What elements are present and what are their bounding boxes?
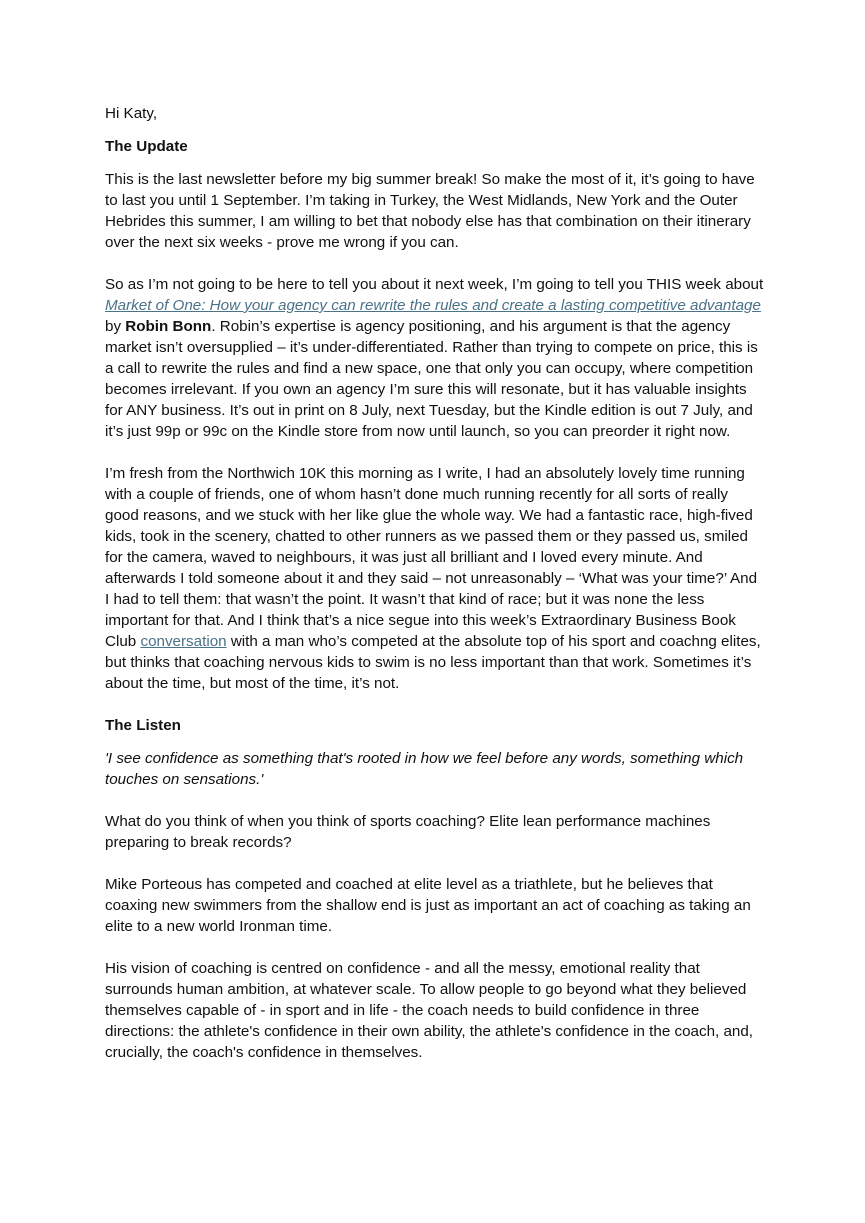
update-p2-text-before: So as I’m not going to be here to tell you about it next week, I’m going to tell you THIS week about	[105, 276, 764, 293]
update-heading: The Update	[105, 138, 188, 155]
listen-paragraph-2: Mike Porteous has competed and coached at elite level as a triathlete, but he believes that coaxing new swimmers from the shallow end is just as important an act of coaching as taking an elite to a new world Ironman time.	[105, 876, 751, 935]
update-paragraph-3	[105, 463, 765, 694]
listen-heading: The Listen	[105, 717, 181, 734]
listen-paragraph-1: What do you think of when you think of sports coaching? Elite lean performance machines preparing to break records?	[105, 813, 711, 851]
author-name: Robin Bonn	[125, 318, 212, 335]
newsletter-body	[105, 103, 765, 1084]
listen-quote: 'I see confidence as something that's rooted in how we feel before any words, something which touches on sensations.'	[105, 750, 744, 788]
update-p2-text-after: . Robin’s expertise is agency positioning, and his argument is that the agency market isn’t oversupplied – it’s under-differentiated. Rather than trying to compete on price, this is a call to rewrite the rules and find a new space, one that only you can occupy, where competition becomes irrelevant. If you own an agency I’m sure this will resonate, but it has valuable insights for ANY business. It’s out in print on 8 July, next Tuesday, but the Kindle edition is out 7 July, and it’s just 99p or 99c on the Kindle store from now until launch, so you can preorder it right now.	[105, 318, 758, 440]
update-p3-text-before: I’m fresh from the Northwich 10K this morning as I write, I had an absolutely lovely time running with a couple of friends, one of whom hasn’t done much running recently for all sorts of really good reasons, and we stuck with her like glue the whole way. We had a fantastic race, high-fived kids, took in the scenery, chatted to other runners as we passed them or they passed us, smiled for the camera, waved to neighbours, it was just all brilliant and I loved every minute. And afterwards I told someone about it and they said – not unreasonably – ‘What was your time?’ And I had to tell them: that wasn’t the point. It wasn’t that kind of race; but it was none the less important for that. And I think that’s a nice segue into this week’s Extraordinary Business Book Club	[105, 465, 758, 650]
update-paragraph-1: This is the last newsletter before my big summer break! So make the most of it, it’s going to have to last you until 1 September. I’m taking in Turkey, the West Midlands, New York and the Outer Hebrides this summer, I am willing to bet that nobody else has that combination on their itinerary over the next six weeks - prove me wrong if you can.	[105, 171, 755, 251]
conversation-link[interactable]: conversation	[140, 633, 227, 650]
listen-paragraph-3: His vision of coaching is centred on confidence - and all the messy, emotional reality that surrounds human ambition, at whatever scale. To allow people to go beyond what they believed themselves capable of - in sport and in life - the coach needs to build confidence in three directions: the athlete's confidence in their own ability, the athlete's confidence in the coach, and, crucially, the coach's confidence in themselves.	[105, 960, 754, 1061]
update-paragraph-2	[105, 274, 765, 442]
greeting: Hi Katy,	[105, 105, 158, 122]
update-p3-text-after: with a man who’s competed at the absolute top of his sport and coachng elites, but thinks that coaching nervous kids to swim is no less important than that work. Sometimes it’s about the time, but most of the time, it’s not.	[105, 633, 761, 692]
book-link[interactable]: Market of One: How your agency can rewrite the rules and create a lasting competitive advantage	[105, 297, 761, 314]
update-p2-by: by	[105, 318, 126, 335]
